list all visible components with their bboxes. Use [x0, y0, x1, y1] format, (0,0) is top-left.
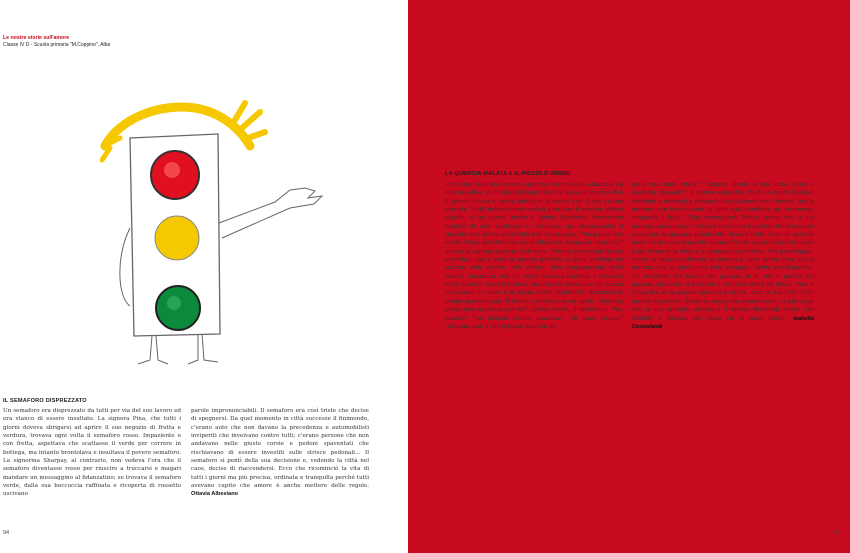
story-left-column-2: [191, 407, 369, 499]
story-left-column-1: [3, 407, 181, 499]
story-right-text-2: della mia linfa vitale?" "Amore, tienili la tua linfa vitale e lasciami riposare!". Il giorno seguente, Verde si munì d'acqua, vitamine e minerali e preparò una colazione con i fiocchi, ma la mamma non toccò niente di tutto quel bendidio, ma commossa ringraziò il figlio. "Non scoraggiarti Verde: vedrai che la tua mamma starà meglio" dissero in coro le foglioline del bosco per consolare la giovane pianticella. Invece nella notte la quercia morì. La mattina seguente, quando Verde seppe la notizia iniziò a far tremare la terra e a piangere a catinelle. Nel pomeriggio, venne la ruspa a sollevare la quercia e, dove prima c'era la sua mamma ora si apriva una buia voragine. Verde era disperato. Un uccellino del bosco che passava di lì, udì il pianto del giovane alberello, si avvicinò e con voce dolce gli disse: "Non è colpa tua se la grande quercia è morta, anzi tu hai fatto tutto quello che potevi. Anche se ora la tua mamma non c'è più sappi che la tua famiglia adesso è il bosco! Ricordati anche che AMARE è portare nel cuore chi si vuole bene!".: [632, 182, 814, 322]
story-right-author: Isabella Consolandi: [632, 315, 815, 330]
story-right-title: LA QUERCIA MALATA E IL PICCOLO VERDE: [445, 171, 571, 177]
traffic-light-drawing: [100, 98, 330, 373]
story-left-author: Ottavia Albesiano: [191, 491, 239, 498]
section-title: Le nostre storie sull'amore: [3, 35, 70, 41]
story-left-text-1: Un semaforo era disprezzato da tutti per via del suo lavoro ed era stanco di essere insultato. La signora Pina, che tutti i giorni doveva sbrigarsi ad aprire il suo negozio di frutta e verdura, trovava ogni volta il semaforo rosso. Impaziente e con fretta, aspettava che scattasse il verde per correre in bottega, ma intanto brontolava e insultava il povero semaforo. La signorina Sharpay, al contrario, non vedeva l'ora che il semaforo diventasse rosso per riuscire a truccarsi e magari mandare un messaggino al fidanzatino; se trovava il semaforo verde, dalla sua boccuccia raffinata e ricoperta di rossetto uscivano: [3, 408, 181, 498]
page-number-right: 95: [834, 530, 841, 536]
story-right-column-2: [632, 181, 814, 331]
yellow-light: [155, 216, 199, 260]
page-number-left: 94: [3, 530, 10, 536]
story-left-title: IL SEMAFORO DISPREZZATO: [3, 398, 87, 404]
story-right-column-1: [445, 181, 623, 331]
story-right-text-1: C'era una volta una vecchia quercia che era stata attaccata da una malattia: un fungo malvagio che era passato proprio di lì il giorno prima e aveva infettato le radici con il suo veleno mortale. Molti dottori erano andati a visitare il vecchio albero malato, e tra questi anche il dottor Lombrico, bravissimo medico di alta medicina e chirurgia, ma stranamente il rimedio che aveva prescritto non funzionava. "Ho paura che anche il mio piccolino sia stato attaccato da questa malattia!" diceva la signora quercia al dottore. "Non si preoccupi! Al suo piccolino, che è nato in questo periodo, è stato iniettato un vaccino anti zecche, anti veleno, anti congelamento delle radici... Insomma, non gli verrà nessuna malattia e crescerà forte e sano!" disse il medico "ma è molto delicato e gli stanno crescendo le radici e le prime verdi foglioline!" mormorò la madre preoccupata. Il dottor Lombrico se ne andò: "Mamma posso fare qualcosa per te?" chiese Verde, il figlioletto. "No, amore!" "Sei proprio sicura, mamma?" "Sì, sono sicura!" "Mamma non è che ti posso dare un po': [445, 182, 623, 330]
story-left-text-2: parole impronunciabili. Il semaforo era così triste che decise di spegnersi. Da quel momento in città successe il finimondo, c'erano auto che non davano la precedenza e automobilisti inviperiti che inveivano contro tutti; c'erano persone che non andavano nelle giuste corsie e pedoni spaventati che rischiavano di essere investiti sulle strisce pedonali... Il semaforo si pentì della sua decisione e, vedendo la città nel caos, decise di riaccendersi. Ecco che ricominciò la vita di tutti i giorni ma più precisa, ordinata e tranquilla perché tutti avevano capito che amore è anche mettere delle regole.: [191, 408, 369, 490]
section-subtitle: Classe IV D - Scuola primaria "M.Coppino", Alba: [3, 42, 111, 48]
